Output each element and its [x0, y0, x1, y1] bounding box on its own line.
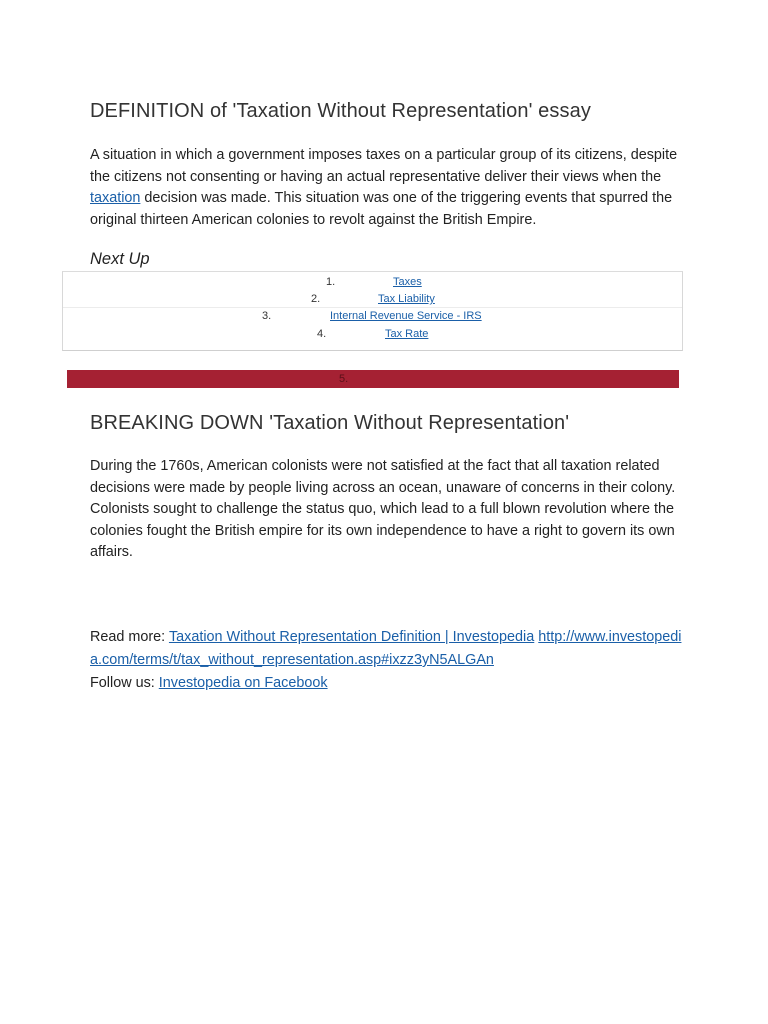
definition-heading: DEFINITION of 'Taxation Without Representation' essay: [90, 100, 591, 122]
read-more-label: Read more:: [90, 629, 169, 645]
next-up-link-tax-liability[interactable]: Tax Liability: [378, 293, 435, 305]
banner-number: 5.: [339, 373, 349, 385]
next-up-link-taxes[interactable]: Taxes: [393, 276, 422, 288]
definition-text-after: decision was made. This situation was one of the triggering events that spurred the original thirteen American colonies to revolt against the British Empire.: [90, 190, 673, 228]
breaking-down-heading: BREAKING DOWN 'Taxation Without Representation': [90, 412, 570, 434]
list-divider: [63, 307, 682, 308]
read-more-url-link[interactable]: http://www.investopedia.com/terms/t/tax_without_representation.asp#ixzz3yN5ALGAn: [90, 629, 682, 668]
facebook-link[interactable]: Investopedia on Facebook: [158, 675, 328, 691]
ad-banner: [67, 370, 679, 388]
next-up-label: Next Up: [90, 250, 150, 268]
list-item-number: 4.: [317, 328, 327, 340]
breaking-down-paragraph: During the 1760s, American colonists were not satisfied at the fact that all taxation related decisions were made by people living across an ocean, unaware of concerns in their colony. Colonists sought to challenge the status quo, which lead to a full blown revolution where the colonies fought the British empire for its own independence to have a right to govern its own affairs.: [90, 458, 676, 560]
list-item-number: 1.: [326, 276, 336, 288]
list-item-number: 2.: [311, 293, 321, 305]
list-item-number: 3.: [262, 310, 272, 322]
next-up-list: [62, 271, 683, 351]
read-more-block: [90, 626, 690, 695]
next-up-link-tax-rate[interactable]: Tax Rate: [385, 328, 429, 340]
taxation-link[interactable]: taxation: [90, 190, 141, 206]
read-more-link[interactable]: Taxation Without Representation Definition | Investopedia: [168, 629, 535, 645]
follow-label: Follow us:: [90, 675, 159, 691]
definition-text-before: A situation in which a government imposes taxes on a particular group of its citizens, despite the citizens not consenting or having an actual representative deliver their views when the: [90, 147, 678, 185]
definition-paragraph: [90, 145, 690, 231]
next-up-link-irs[interactable]: Internal Revenue Service - IRS: [330, 310, 482, 322]
